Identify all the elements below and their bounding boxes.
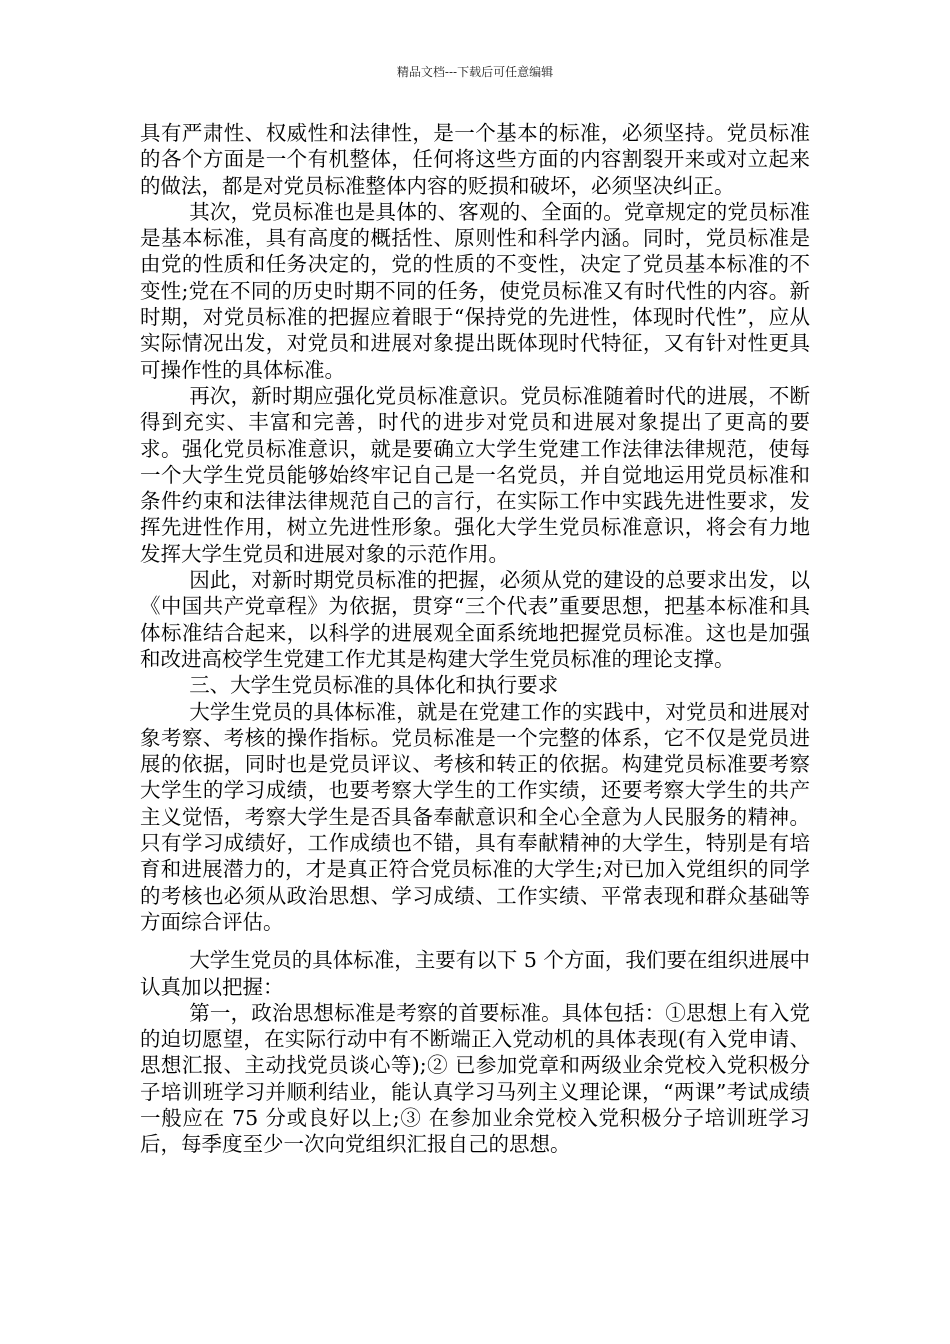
paragraph-five-aspects: 大学生党员的具体标准，主要有以下 5 个方面，我们要在组织进展中认真加以把握：: [140, 948, 810, 999]
document-body: [140, 120, 810, 1158]
header-text: 精品文档---下载后可任意编辑: [396, 65, 554, 79]
paragraph-specific-standards: 大学生党员的具体标准，就是在党建工作的实践中，对党员和进展对象考察、考核的操作指标。党员标准是一个完整的体系，它不仅是党员进展的依据，同时也是党员评议、考核和转正的依据。构建党员标准要考察大学生的学习成绩，也要考察大学生的工作实绩，还要考察大学生的共产主义觉悟，考察大学生是否具备奉献意识和全心全意为人民服务的精神。只有学习成绩好，工作成绩也不错，具有奉献精神的大学生，特别是有培育和进展潜力的，才是真正符合党员标准的大学生;对已加入党组织的同学的考核也必须从政治思想、学习成绩、工作实绩、平常表现和群众基础等方面综合评估。: [140, 699, 810, 934]
paragraph-therefore: 因此，对新时期党员标准的把握，必须从党的建设的总要求出发，以《中国共产党章程》为依据，贯穿“三个代表”重要思想，把基本标准和具体标准结合起来，以科学的进展观全面系统地把握党员标准。这也是加强和改进高校学生党建工作尤其是构建大学生党员标准的理论支撑。: [140, 568, 810, 671]
paragraph-first-political: 第一，政治思想标准是考察的首要标准。具体包括：①思想上有入党的迫切愿望，在实际行动中有不断端正入党动机的具体表现(有入党申请、思想汇报、主动找党员谈心等);② 已参加党章和两级业余党校入党积极分子培训班学习并顺利结业，能认真学习马列主义理论课，“两课”考试成绩一般应在 75 分或良好以上;③ 在参加业余党校入党积极分子培训班学习后，每季度至少一次向党组织汇报自己的思想。: [140, 1000, 810, 1157]
paragraph-continuation: 具有严肃性、权威性和法律性，是一个基本的标准，必须坚持。党员标准的各个方面是一个有机整体，任何将这些方面的内容割裂开来或对立起来的做法，都是对党员标准整体内容的贬损和破坏，必须坚决纠正。: [140, 121, 810, 198]
paragraph-thirdly: 再次，新时期应强化党员标准意识。党员标准随着时代的进展，不断得到充实、丰富和完善，时代的进步对党员和进展对象提出了更高的要求。强化党员标准意识，就是要确立大学生党建工作法律法律规范，使每一个大学生党员能够始终牢记自己是一名党员，并自觉地运用党员标准和条件约束和法律法律规范自己的言行，在实际工作中实践先进性要求，发挥先进性作用，树立先进性形象。强化大学生党员标准意识，将会有力地发挥大学生党员和进展对象的示范作用。: [140, 383, 810, 566]
paragraph-secondly: 其次，党员标准也是具体的、客观的、全面的。党章规定的党员标准是基本标准，具有高度的概括性、原则性和科学内涵。同时，党员标准是由党的性质和任务决定的，党的性质的不变性，决定了党员基本标准的不变性;党在不同的历史时期不同的任务，使党员标准又有时代性的内容。新时期，对党员标准的把握应着眼于“保持党的先进性，体现时代性”，应从实际情况出发，对党员和进展对象提出既体现时代特征，又有针对性更具可操作性的具体标准。: [140, 199, 810, 382]
page-header: [0, 64, 950, 80]
section-heading: 三、大学生党员标准的具体化和执行要求: [189, 673, 559, 698]
